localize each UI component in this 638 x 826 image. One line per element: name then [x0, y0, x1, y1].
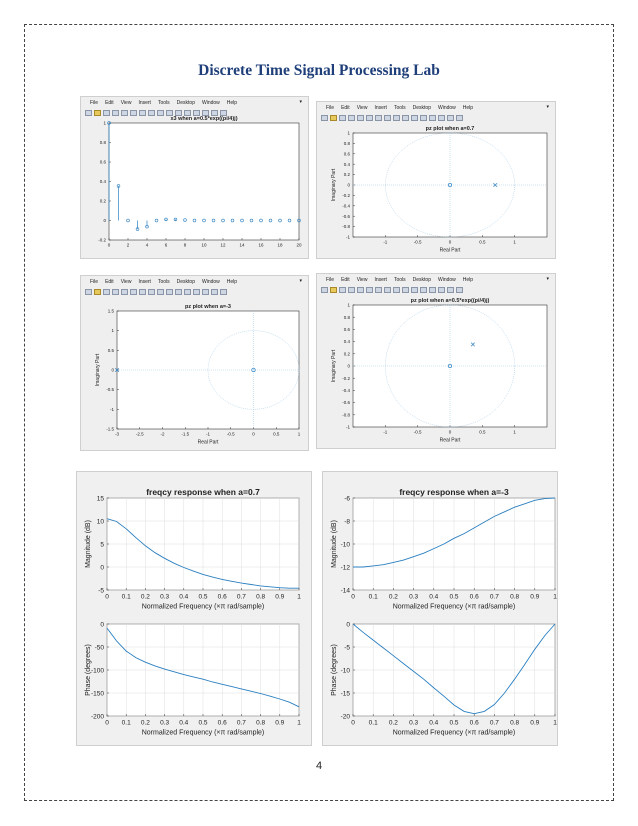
menu-insert[interactable]: Insert: [138, 278, 151, 285]
menu-view[interactable]: View: [356, 104, 368, 111]
y-tick-label: -8: [344, 518, 350, 526]
x-tick-label: 0.6: [217, 593, 227, 601]
x-tick-label: 1: [297, 719, 301, 727]
x-tick-label: 0.3: [409, 719, 419, 727]
x-axis-label: Real Part: [439, 437, 461, 444]
menu-insert[interactable]: Insert: [374, 104, 387, 111]
x-tick-label: 1: [513, 239, 516, 245]
x-tick-label: 0: [448, 429, 452, 435]
page-number: 4: [315, 760, 323, 772]
chart-title: freqcy response when a=0.7: [146, 487, 260, 497]
x-tick-label: -0.5: [226, 431, 235, 437]
y-tick-label: 1: [103, 120, 106, 126]
y-tick-label: -0.4: [342, 203, 350, 209]
x-tick-label: 0.7: [236, 719, 246, 727]
y-tick-label: 0.2: [343, 172, 350, 178]
x-tick-label: 2: [126, 242, 130, 248]
menu-view[interactable]: View: [120, 99, 132, 106]
x-axis-label: Normalized Frequency (×π rad/sample): [392, 603, 516, 611]
figure-window-pz2: [80, 275, 309, 451]
x-tick-label: 0.2: [140, 593, 150, 601]
x-tick-label: 14: [239, 242, 245, 248]
x-axis-label: Normalized Frequency (×π rad/sample): [141, 603, 265, 611]
y-tick-label: -15: [340, 690, 350, 698]
y-tick-label: 0.4: [343, 161, 350, 167]
x-tick-label: -2: [160, 431, 165, 437]
x-tick-label: 16: [258, 242, 264, 248]
y-tick-label: -150: [90, 690, 104, 698]
y-tick-label: -100: [90, 667, 104, 675]
x-tick-label: 0.5: [273, 431, 280, 437]
page-title: Discrete Time Signal Processing Lab: [198, 62, 440, 79]
x-tick-label: 0.4: [429, 719, 439, 727]
x-tick-label: -1.5: [181, 431, 190, 437]
y-tick-label: -0.6: [342, 400, 350, 406]
menu-dock-arrow-icon[interactable]: ▾: [546, 276, 549, 282]
x-tick-label: -0.5: [413, 429, 422, 435]
y-tick-label: -0.6: [342, 213, 350, 219]
menu-help[interactable]: Help: [226, 278, 238, 285]
menu-tools[interactable]: Tools: [393, 104, 406, 111]
x-tick-label: -2.5: [135, 431, 144, 437]
freq-response-figure-1: [76, 471, 312, 746]
menu-dock-arrow-icon[interactable]: ▾: [299, 278, 302, 284]
menu-desktop[interactable]: Desktop: [412, 276, 431, 283]
freq-response-figure-2: [322, 471, 558, 746]
menu-window[interactable]: Window: [201, 99, 220, 106]
y-axis-label: Phase (degrees): [85, 644, 92, 696]
y-tick-label: 0.8: [99, 140, 106, 146]
y-tick-label: 0.8: [343, 314, 350, 320]
x-tick-label: 0.5: [479, 429, 486, 435]
x-tick-label: 0.9: [275, 593, 285, 601]
y-tick-label: -0.4: [342, 387, 350, 393]
menu-view[interactable]: View: [356, 276, 368, 283]
x-tick-label: 0.5: [198, 719, 208, 727]
x-tick-label: 18: [277, 242, 283, 248]
freq-response-2: [323, 472, 559, 747]
menu-help[interactable]: Help: [462, 104, 474, 111]
x-axis-label: Normalized Frequency (×π rad/sample): [392, 729, 516, 737]
menu-desktop[interactable]: Desktop: [412, 104, 431, 111]
x-tick-label: 0.4: [179, 719, 189, 727]
x-tick-label: 1: [297, 593, 301, 601]
x-tick-label: 0.6: [469, 593, 479, 601]
y-tick-label: 1: [347, 130, 350, 136]
y-axis-label: Phase (degrees): [331, 644, 338, 696]
x-tick-label: 0.1: [368, 719, 378, 727]
stem-plot: [81, 97, 309, 259]
menu-edit[interactable]: Edit: [105, 99, 114, 106]
y-tick-label: -12: [340, 564, 350, 572]
pz-plot-1: [317, 102, 556, 259]
menu-file[interactable]: File: [90, 278, 99, 285]
y-tick-label: 0.6: [99, 159, 106, 165]
x-axis-label: Real Part: [197, 439, 219, 446]
menu-tools[interactable]: Tools: [393, 276, 406, 283]
y-tick-label: 15: [96, 495, 104, 503]
y-tick-label: 0.5: [107, 347, 114, 353]
x-tick-label: 0.1: [368, 593, 378, 601]
menu-tools[interactable]: Tools: [157, 99, 170, 106]
y-tick-label: -50: [94, 644, 104, 652]
menu-edit[interactable]: Edit: [105, 278, 114, 285]
x-tick-label: 0.4: [179, 593, 189, 601]
x-tick-label: -0.5: [413, 239, 422, 245]
menu-insert[interactable]: Insert: [138, 99, 151, 106]
x-tick-label: 0.1: [121, 593, 131, 601]
pz-plot-3: [317, 274, 556, 449]
y-tick-label: -14: [340, 587, 350, 595]
x-tick-label: 0.8: [510, 593, 520, 601]
y-tick-label: -200: [90, 713, 104, 721]
y-tick-label: -0.2: [98, 237, 106, 243]
y-tick-label: -1: [109, 406, 114, 412]
y-tick-label: -10: [340, 667, 350, 675]
y-tick-label: -20: [340, 713, 350, 721]
y-axis-label: Magnitude (dB): [85, 520, 92, 568]
menu-dock-arrow-icon[interactable]: ▾: [299, 99, 302, 105]
y-tick-label: 1: [111, 328, 114, 334]
y-axis-label: Imaginary Part: [95, 353, 101, 387]
chart-title: pz plot when a=-3: [185, 304, 231, 310]
x-tick-label: 1: [553, 719, 557, 727]
x-tick-label: 6: [164, 242, 168, 248]
x-tick-label: 0.6: [217, 719, 227, 727]
y-tick-label: 0.6: [343, 151, 350, 157]
menu-tools[interactable]: Tools: [157, 278, 170, 285]
y-tick-label: 0.4: [343, 339, 350, 345]
menu-window[interactable]: Window: [437, 104, 456, 111]
x-tick-label: 0.2: [388, 719, 398, 727]
x-tick-label: 0.9: [530, 593, 540, 601]
chart-title: pz plot when a=0.7: [425, 126, 475, 132]
x-axis-label: Normalized Frequency (×π rad/sample): [141, 729, 265, 737]
y-tick-label: 0: [347, 182, 350, 188]
y-tick-label: 0: [111, 367, 114, 373]
x-axis-label: Real Part: [439, 247, 461, 254]
x-tick-label: 0.6: [469, 719, 479, 727]
x-tick-label: 0.7: [236, 593, 246, 601]
x-tick-label: 0.5: [198, 593, 208, 601]
figure-window-pz1: [316, 101, 556, 259]
x-tick-label: 0: [105, 719, 109, 727]
y-tick-label: -1: [345, 234, 350, 240]
x-tick-label: 0.2: [388, 593, 398, 601]
x-tick-label: 0.3: [160, 719, 170, 727]
x-tick-label: 1: [513, 429, 516, 435]
menu-edit[interactable]: Edit: [341, 276, 350, 283]
x-tick-label: 0.3: [409, 593, 419, 601]
freq-response-1: [77, 472, 313, 747]
y-axis-label: Imaginary Part: [331, 349, 337, 383]
y-tick-label: 1: [347, 302, 350, 308]
x-tick-label: 0.8: [256, 593, 266, 601]
y-tick-label: 0: [346, 621, 350, 629]
menu-desktop[interactable]: Desktop: [176, 99, 195, 106]
x-tick-label: 0.3: [160, 593, 170, 601]
figure-window-pz3: [316, 273, 556, 449]
y-tick-label: 0: [100, 564, 104, 572]
x-tick-label: 0.5: [449, 719, 459, 727]
pz-plot-2: [81, 276, 309, 451]
y-tick-label: 0.4: [99, 179, 106, 185]
y-tick-label: -10: [340, 541, 350, 549]
menu-help[interactable]: Help: [226, 99, 238, 106]
menu-file[interactable]: File: [90, 99, 99, 106]
y-tick-label: 0.2: [99, 198, 106, 204]
x-tick-label: 12: [220, 242, 226, 248]
y-tick-label: 0: [103, 218, 106, 224]
y-tick-label: -1.5: [106, 426, 114, 432]
menu-file[interactable]: File: [326, 104, 335, 111]
chart-title: pz plot when a=0.5*exp((pi/4)j): [410, 298, 490, 304]
menu-window[interactable]: Window: [201, 278, 220, 285]
x-tick-label: 0.1: [121, 719, 131, 727]
y-tick-label: 10: [96, 518, 104, 526]
y-axis-label: Magnitude (dB): [331, 520, 338, 568]
y-tick-label: 1.5: [107, 308, 114, 314]
x-tick-label: -1: [383, 429, 388, 435]
x-tick-label: 0: [107, 242, 111, 248]
menu-desktop[interactable]: Desktop: [176, 278, 195, 285]
x-tick-label: -1: [205, 431, 211, 437]
y-tick-label: 0: [347, 363, 350, 369]
x-tick-label: 1: [553, 593, 557, 601]
y-tick-label: -0.8: [342, 412, 350, 418]
y-tick-label: -0.5: [106, 387, 114, 393]
y-tick-label: -0.8: [342, 224, 350, 230]
x-tick-label: 10: [201, 242, 207, 248]
menu-file[interactable]: File: [326, 276, 335, 283]
x-tick-label: 0.9: [275, 719, 285, 727]
figure-window-stem: [80, 96, 309, 259]
y-tick-label: -0.2: [342, 192, 350, 198]
x-tick-label: 0.5: [479, 239, 486, 245]
y-tick-label: 0.2: [343, 351, 350, 357]
x-tick-label: 0: [448, 239, 452, 245]
x-tick-label: 0: [252, 431, 255, 437]
y-axis-label: Imaginary Part: [331, 168, 337, 202]
menu-view[interactable]: View: [120, 278, 132, 285]
y-tick-label: -5: [98, 587, 104, 595]
x-tick-label: -1: [383, 239, 388, 245]
x-tick-label: -3: [114, 431, 120, 437]
menu-help[interactable]: Help: [462, 276, 474, 283]
y-tick-label: -5: [344, 644, 350, 652]
chart-title: freqcy response when a=-3: [399, 487, 509, 497]
y-tick-label: -0.2: [342, 375, 350, 381]
menu-edit[interactable]: Edit: [341, 104, 350, 111]
x-tick-label: 0.8: [510, 719, 520, 727]
x-tick-label: 0: [105, 593, 109, 601]
chart-title: x3 when a=0.5*exp((pi/4)j): [170, 116, 238, 122]
x-tick-label: 8: [183, 242, 187, 248]
x-tick-label: 20: [296, 242, 302, 248]
x-tick-label: 0: [351, 593, 355, 601]
menu-insert[interactable]: Insert: [374, 276, 387, 283]
y-tick-label: 0.8: [343, 140, 350, 146]
y-tick-label: -6: [344, 495, 350, 503]
y-tick-label: 0.6: [343, 326, 350, 332]
menu-dock-arrow-icon[interactable]: ▾: [546, 104, 549, 110]
x-tick-label: 0: [351, 719, 355, 727]
x-tick-label: 0.8: [256, 719, 266, 727]
x-tick-label: 0.4: [429, 593, 439, 601]
x-tick-label: 4: [145, 242, 149, 248]
y-tick-label: -1: [345, 424, 350, 430]
x-tick-label: 0.9: [530, 719, 540, 727]
x-tick-label: 0.7: [489, 719, 499, 727]
y-tick-label: 0: [100, 621, 104, 629]
x-tick-label: 0.5: [449, 593, 459, 601]
menu-window[interactable]: Window: [437, 276, 456, 283]
x-tick-label: 0.2: [140, 719, 150, 727]
x-tick-label: 0.7: [489, 593, 499, 601]
y-tick-label: 5: [100, 541, 104, 549]
x-tick-label: 1: [297, 431, 301, 437]
